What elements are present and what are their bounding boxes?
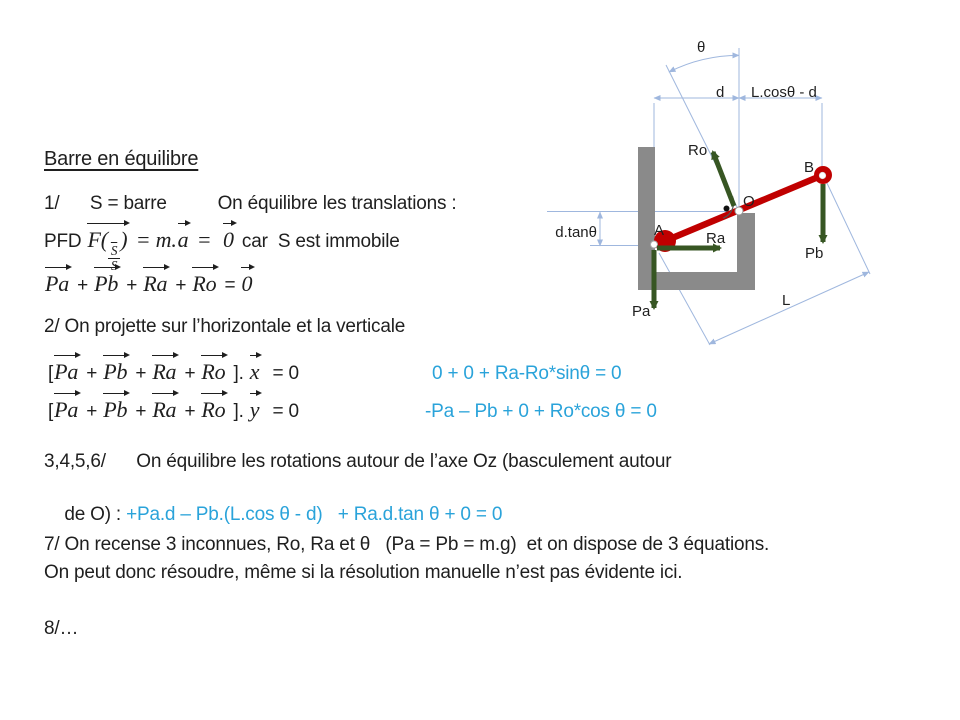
math-token: x	[249, 358, 263, 386]
math-token: Pa	[44, 270, 72, 298]
math-token: Ro	[200, 358, 228, 386]
force-arrow-ro	[713, 152, 734, 206]
step2-line: 2/ On projette sur l’horizontale et la verticale	[44, 316, 406, 337]
label-lcos: L.cosθ - d	[751, 84, 817, 101]
math-token: a	[177, 226, 192, 254]
math-token: 0	[222, 226, 237, 254]
moments-line-2-black: de O) :	[64, 503, 127, 525]
math-token: y	[249, 396, 263, 424]
label-pb: Pb	[805, 245, 824, 262]
math-token: ].	[228, 363, 249, 384]
math-token: Ro	[191, 270, 219, 298]
math-token: PFD	[44, 231, 87, 252]
fraction-denominator: S	[108, 258, 120, 273]
math-token: ].	[228, 401, 249, 422]
math-token: +	[72, 275, 94, 296]
math-token: =	[219, 275, 241, 296]
math-token: Ra	[151, 396, 179, 424]
conclusion-line-1: 7/ On recense 3 inconnues, Ro, Ra et θ (Pa = Pb = m.g) et on dispose de 3 équations.	[44, 534, 770, 555]
statics-diagram	[545, 20, 960, 355]
math-token: F(	[87, 227, 108, 252]
math-token: Pa	[53, 358, 81, 386]
math-token: [	[48, 401, 54, 422]
step1-line: 1/ S = barre On équilibre les translations :	[44, 193, 457, 214]
math-token: car S est immobile	[236, 231, 400, 252]
math-token: =	[130, 227, 156, 252]
projection-x-result: 0 + 0 + Ra-Ro*sinθ = 0	[432, 363, 622, 384]
math-token: +	[81, 363, 103, 384]
page-title: Barre en équilibre	[44, 148, 199, 170]
label-pa: Pa	[632, 303, 651, 320]
theta-dimension-arc	[669, 55, 739, 72]
math-token: +	[121, 275, 143, 296]
translation-equation	[44, 270, 255, 298]
label-dtan: d.tanθ	[555, 224, 597, 241]
math-token: Pa	[53, 396, 81, 424]
support-right-bar	[737, 213, 755, 272]
math-token: +	[130, 401, 152, 422]
label-b: B	[804, 159, 815, 176]
math-token: Ra	[142, 270, 170, 298]
right-angle-dot	[724, 206, 730, 212]
contact-point-a	[651, 241, 658, 248]
math-token: +	[179, 363, 201, 384]
math-token: +	[130, 363, 152, 384]
math-token: +	[170, 275, 192, 296]
projection-x-equation	[48, 358, 299, 386]
moments-line-1: 3,4,5,6/ On équilibre les rotations autour de l’axe Oz (basculement autour	[44, 451, 672, 472]
label-d: d	[716, 84, 725, 101]
math-token: Pb	[102, 358, 130, 386]
math-token	[86, 226, 130, 273]
math-token: Ra	[151, 358, 179, 386]
l-extension-a	[659, 253, 710, 345]
math-token: [	[48, 363, 54, 384]
math-token: =	[191, 227, 223, 252]
label-o: O	[743, 193, 755, 210]
math-token: 0	[240, 270, 255, 298]
fraction-numerator: $\overline{S}$	[110, 242, 118, 258]
l-extension-b	[826, 181, 870, 274]
moments-equation-blue: +Pa.d – Pb.(L.cos θ - d) + Ra.d.tan θ + 0 = 0	[126, 503, 503, 525]
math-token: +	[81, 401, 103, 422]
projection-y-result: -Pa – Pb + 0 + Ro*cos θ = 0	[425, 401, 657, 422]
contact-point-o	[735, 207, 743, 215]
math-token: +	[179, 401, 201, 422]
projection-y-equation	[48, 396, 299, 424]
math-token: Pb	[93, 270, 121, 298]
math-token: = 0	[262, 363, 299, 384]
label-theta: θ	[697, 39, 706, 56]
label-a: A	[654, 222, 665, 239]
math-token: Ro	[200, 396, 228, 424]
pfd-equation	[44, 226, 400, 273]
conclusion-line-2: On peut donc résoudre, même si la résolution manuelle n’est pas évidente ici.	[44, 562, 683, 583]
label-l: L	[782, 292, 791, 309]
math-token: m.	[155, 227, 177, 252]
label-ra: Ra	[706, 230, 726, 247]
step8-line: 8/…	[44, 618, 79, 639]
math-token: )	[120, 227, 128, 252]
math-token: Pb	[102, 396, 130, 424]
label-ro: Ro	[688, 142, 708, 159]
pin-b-hole	[819, 172, 825, 178]
math-token: = 0	[262, 401, 299, 422]
